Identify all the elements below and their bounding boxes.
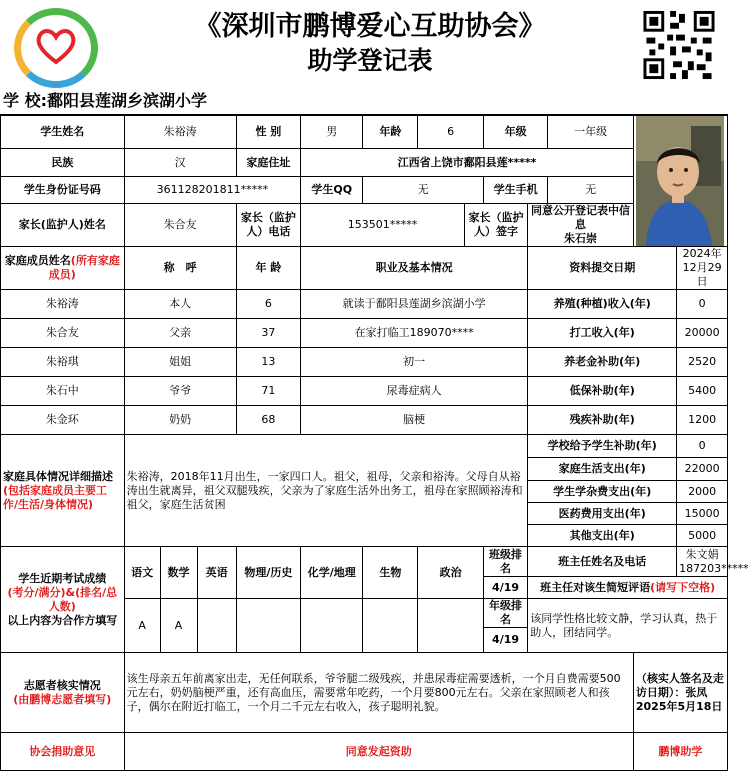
id-number-value: 361128201811***** — [124, 177, 300, 203]
class-rank-label: 班级排名 — [483, 547, 527, 577]
exam-label — [1, 547, 125, 653]
member-job: 初一 — [301, 348, 528, 377]
finance-value: 20000 — [677, 319, 728, 348]
school-label: 学 校: — [3, 91, 47, 110]
subject-header: 英语 — [197, 547, 236, 599]
member-relation: 奶奶 — [124, 406, 236, 435]
student-name-label: 学生姓名 — [1, 116, 125, 149]
exam-label-main: 学生近期考试成绩 — [18, 571, 107, 585]
score-cell — [418, 599, 484, 653]
member-relation: 姐姐 — [124, 348, 236, 377]
address-label: 家庭住址 — [236, 149, 300, 177]
teacher-contact — [677, 547, 749, 577]
subject-header: 化学/地理 — [301, 547, 363, 599]
score-cell — [301, 599, 363, 653]
finance-value: 1200 — [677, 406, 728, 435]
finance-value: 5000 — [677, 525, 728, 547]
finance-value: 2520 — [677, 348, 728, 377]
member-name: 朱金环 — [1, 406, 125, 435]
member-name: 朱石中 — [1, 377, 125, 406]
ethnicity-label: 民族 — [1, 149, 125, 177]
gender-value: 男 — [301, 116, 363, 149]
consent-label: 同意公开登记表中信息 — [531, 203, 631, 231]
score-cell — [197, 599, 236, 653]
family-name-header-note: (所有家庭成员) — [48, 254, 120, 281]
qr-code-icon — [640, 8, 718, 82]
member-name: 朱裕琪 — [1, 348, 125, 377]
subject-header: 政治 — [418, 547, 484, 599]
heart-logo-icon — [34, 26, 78, 66]
student-qq-value: 无 — [363, 177, 483, 203]
submit-date-value: 2024年12月29日 — [677, 247, 728, 290]
family-name-header — [1, 247, 125, 290]
guardian-phone-label: 家长（监护人）电话 — [236, 203, 300, 246]
member-relation: 父亲 — [124, 319, 236, 348]
student-name: 朱裕涛 — [124, 116, 236, 149]
guardian-name: 朱合友 — [124, 203, 236, 246]
member-age: 71 — [236, 377, 300, 406]
finance-label: 学生学杂费支出(年) — [528, 481, 677, 503]
subject-header: 物理/历史 — [236, 547, 300, 599]
member-job: 就读于鄱阳县莲湖乡滨湖小学 — [301, 290, 528, 319]
school-name: 鄱阳县莲湖乡滨湖小学 — [46, 91, 207, 110]
finance-label: 家庭生活支出(年) — [528, 458, 677, 481]
finance-value: 15000 — [677, 503, 728, 525]
exam-label-partner: 以上内容为合作方填写 — [7, 613, 118, 627]
subject-header: 数学 — [160, 547, 197, 599]
teacher-name: 朱文娟 — [685, 547, 719, 561]
student-portrait-icon — [636, 116, 724, 246]
address-value: 江西省上饶市鄱阳县莲***** — [301, 149, 634, 177]
volunteer-label-main: 志愿者核实情况 — [23, 678, 101, 692]
consent-signature: 朱石崇 — [564, 231, 598, 245]
score-cell — [236, 599, 300, 653]
guardian-consent-signature — [528, 203, 634, 246]
volunteer-label — [1, 653, 125, 733]
member-age: 6 — [236, 290, 300, 319]
age-header: 年 龄 — [236, 247, 300, 290]
situation-label-note: (包括家庭成员主要工作/生活/身体情况) — [3, 483, 108, 511]
school-line — [3, 90, 207, 112]
class-rank-value: 4/19 — [483, 577, 527, 599]
finance-value: 22000 — [677, 458, 728, 481]
registration-table — [0, 115, 749, 771]
form-title: 《深圳市鹏博爱心互助协会》 — [194, 11, 546, 42]
member-job: 在家打临工189070**** — [301, 319, 528, 348]
subject-header: 生物 — [363, 547, 418, 599]
situation-label-main: 家庭具体情况详细描述 — [3, 469, 113, 483]
comment-note: (请写下空格) — [650, 580, 716, 594]
guardian-name-label: 家长(监护人)姓名 — [1, 203, 125, 246]
member-name: 朱裕涛 — [1, 290, 125, 319]
score-cell: A — [124, 599, 160, 653]
guardian-sign-label: 家长（监护人）签字 — [464, 203, 527, 246]
finance-value: 0 — [677, 435, 728, 458]
donation-opinion: 同意发起资助 — [124, 733, 633, 771]
teacher-comment: 该同学性格比较文静，学习认真，热于助人，团结同学。 — [528, 599, 728, 653]
member-job: 尿毒症病人 — [301, 377, 528, 406]
grade-rank-value: 4/19 — [483, 628, 527, 653]
finance-label: 其他支出(年) — [528, 525, 677, 547]
member-name: 朱合友 — [1, 319, 125, 348]
guardian-phone: 153501***** — [301, 203, 465, 246]
exam-label-note: (考分/满分)&(排名/总人数) — [7, 585, 118, 613]
teacher-comment-header — [528, 577, 728, 599]
finance-value: 0 — [677, 290, 728, 319]
finance-value: 5400 — [677, 377, 728, 406]
grade-value: 一年级 — [548, 116, 634, 149]
subject-header: 语文 — [124, 547, 160, 599]
member-age: 68 — [236, 406, 300, 435]
score-cell: A — [160, 599, 197, 653]
student-phone-value: 无 — [548, 177, 634, 203]
finance-label: 养老金补助(年) — [528, 348, 677, 377]
finance-label: 学校给予学生补助(年) — [528, 435, 677, 458]
volunteer-text: 该生母亲五年前离家出走，无任何联系，爷爷腿二级残疾，并患尿毒症需要透析，一个月自费需要500元左右，奶奶脑梗严重，还有高血压，需要常年吃药，一个月要800元左右。父亲在家照顾老人和孩子，偶尔在附近打临工，一个月二千元左右收入，孩子聪明礼貌。 — [124, 653, 633, 733]
member-age: 37 — [236, 319, 300, 348]
job-header: 职业及基本情况 — [301, 247, 528, 290]
member-relation: 爷爷 — [124, 377, 236, 406]
grade-label: 年级 — [483, 116, 547, 149]
situation-label — [1, 435, 125, 547]
relation-header: 称 呼 — [124, 247, 236, 290]
finance-label: 打工收入(年) — [528, 319, 677, 348]
student-qq-label: 学生QQ — [301, 177, 363, 203]
opinion-label: 协会捐助意见 — [1, 733, 125, 771]
member-job: 脑梗 — [301, 406, 528, 435]
volunteer-label-note: (由鹏博志愿者填写) — [13, 692, 112, 706]
id-number-label: 学生身份证号码 — [1, 177, 125, 203]
finance-label: 残疾补助(年) — [528, 406, 677, 435]
brand-label: 鹏博助学 — [633, 733, 727, 771]
form-subtitle: 助学登记表 — [307, 46, 433, 75]
grade-rank-label: 年级排名 — [483, 599, 527, 628]
finance-value: 2000 — [677, 481, 728, 503]
ethnicity-value: 汉 — [124, 149, 236, 177]
finance-label: 养殖(种植)收入(年) — [528, 290, 677, 319]
student-photo — [633, 116, 727, 247]
situation-text: 朱裕涛，2018年11月出生，一家四口人。祖父，祖母，父亲和裕涛。父母自从裕涛出生就离异，祖父双腿残疾，父亲为了家庭生活外出务工，祖母在家照顾裕涛和祖父，家庭生活贫困 — [124, 435, 528, 547]
submit-date-label: 资料提交日期 — [528, 247, 677, 290]
comment-label: 班主任对该生简短评语 — [540, 580, 651, 594]
score-cell — [363, 599, 418, 653]
age-label: 年龄 — [363, 116, 418, 149]
student-phone-label: 学生手机 — [483, 177, 547, 203]
finance-label: 医药费用支出(年) — [528, 503, 677, 525]
verifier-note: （核实人签名及走访日期）：张凤2025年5月18日 — [633, 653, 727, 733]
finance-label: 低保补助(年) — [528, 377, 677, 406]
member-age: 13 — [236, 348, 300, 377]
teacher-label: 班主任姓名及电话 — [528, 547, 677, 577]
teacher-phone: 187203***** — [679, 561, 749, 575]
family-name-header-label: 家庭成员姓名 — [4, 254, 71, 267]
gender-label: 性 别 — [236, 116, 300, 149]
member-relation: 本人 — [124, 290, 236, 319]
age-value: 6 — [418, 116, 484, 149]
